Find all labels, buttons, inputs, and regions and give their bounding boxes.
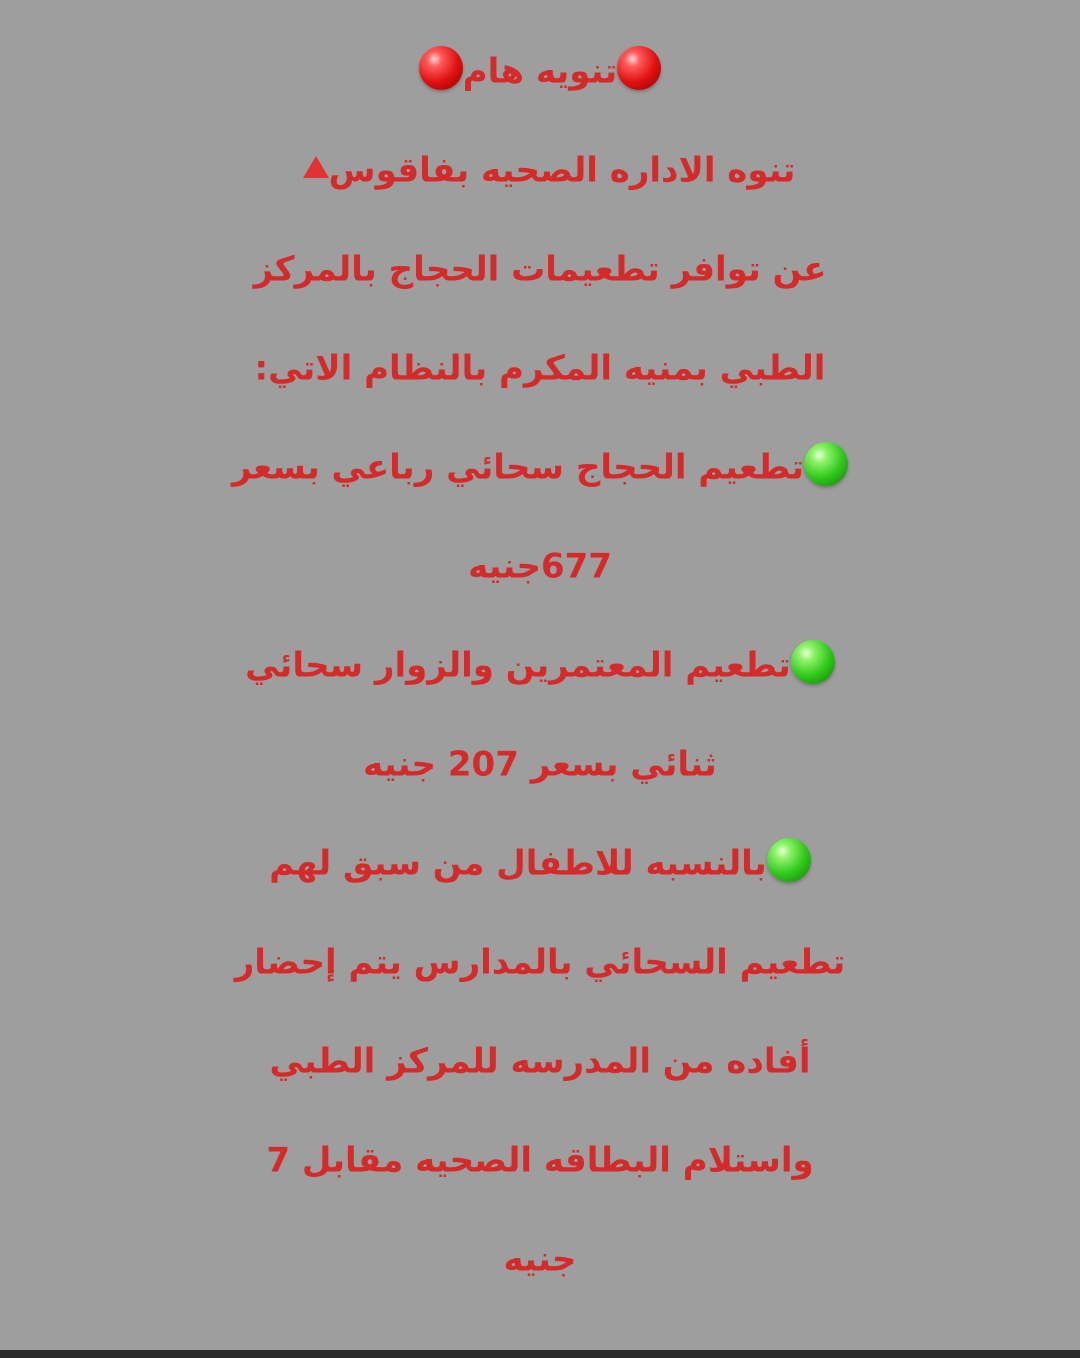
notice-line-5 xyxy=(0,535,1080,595)
bottom-edge-bar xyxy=(0,1350,1080,1358)
notice-line-6 xyxy=(0,634,1080,694)
notice-line-3 xyxy=(0,337,1080,397)
notice-text: تنوه الاداره الصحيه بفاقوس xyxy=(328,150,796,191)
notice-text: بالنسبه للاطفال من سبق لهم xyxy=(269,843,767,884)
notice-title-line xyxy=(0,40,1080,100)
notice-text: ثنائي بسعر 207 جنيه xyxy=(363,744,717,785)
green-circle-icon xyxy=(767,838,811,882)
notice-line-11 xyxy=(0,1129,1080,1189)
notice-line-7 xyxy=(0,733,1080,793)
notice-line-10 xyxy=(0,1030,1080,1090)
notice-text: تطعيم المعتمرين والزوار سحائي xyxy=(245,645,791,686)
notice-text: واستلام البطاقه الصحيه مقابل 7 xyxy=(266,1140,814,1181)
notice-line-9 xyxy=(0,931,1080,991)
notice-text: تطعيم السحائي بالمدارس يتم إحضار xyxy=(234,942,846,983)
notice-line-8 xyxy=(0,832,1080,892)
notice-text: جنيه xyxy=(503,1239,577,1280)
red-circle-icon xyxy=(617,46,661,90)
notice-text: تطعيم الحجاج سحائي رباعي بسعر xyxy=(232,447,804,488)
notice-line-4 xyxy=(0,436,1080,496)
red-triangle-icon xyxy=(303,156,329,178)
notice-text: عن توافر تطعيمات الحجاج بالمركز xyxy=(253,249,827,290)
notice-line-1 xyxy=(0,139,1080,199)
notice-text: أفاده من المدرسه للمركز الطبي xyxy=(269,1041,811,1082)
notice-line-2 xyxy=(0,238,1080,298)
green-circle-icon xyxy=(804,442,848,486)
notice-text: 677جنيه xyxy=(468,546,612,587)
notice-text: الطبي بمنيه المكرم بالنظام الاتي: xyxy=(254,348,826,389)
notice-title: تنويه هام xyxy=(462,51,618,92)
green-circle-icon xyxy=(791,640,835,684)
notice-line-12 xyxy=(0,1228,1080,1288)
red-circle-icon xyxy=(419,46,463,90)
